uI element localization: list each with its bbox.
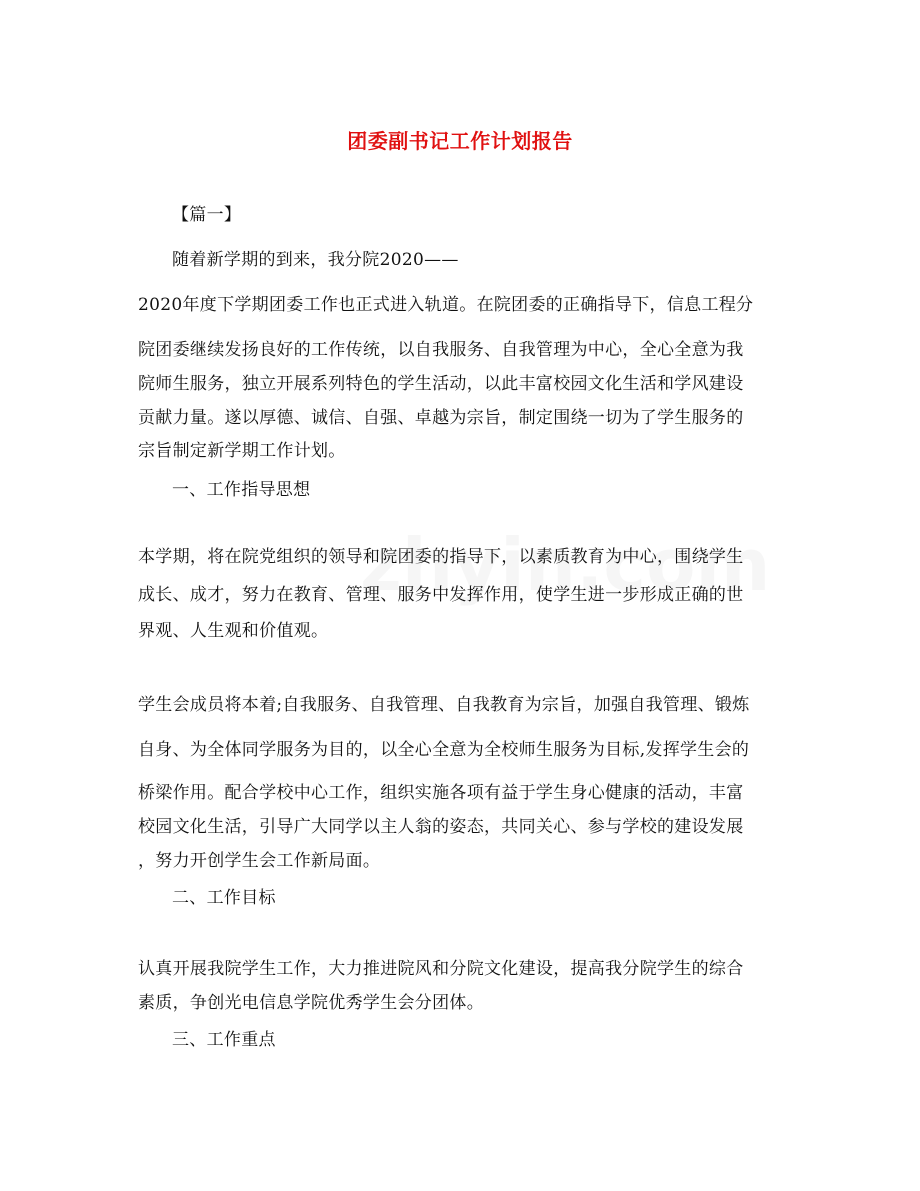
paragraph-line: 学生会成员将本着;自我服务、自我管理、自我教育为宗旨，加强自我管理、锻炼 [138,695,750,715]
paragraph-line: 素质，争创光电信息学院优秀学生会分团体。 [138,993,484,1013]
document-title: 团委副书记工作计划报告 [347,129,573,153]
paragraph-line: 自身、为全体同学服务为目的，以全心全意为全校师生服务为目标,发挥学生会的 [138,740,750,760]
paragraph-line: 桥梁作用。配合学校中心工作，组织实施各项有益于学生身心健康的活动，丰富 [138,783,744,803]
paragraph-line: 成长、成才，努力在教育、管理、服务中发挥作用，使学生进一步形成正确的世 [138,585,744,605]
paragraph-line: 院团委继续发扬良好的工作传统，以自我服务、自我管理为中心，全心全意为我 [138,340,744,360]
section-heading: 一、工作指导思想 [172,480,311,500]
paragraph-line: 校园文化生活，引导广大同学以主人翁的姿态，共同关心、参与学校的建设发展 [138,817,744,837]
paragraph-line: 界观、人生观和价值观。 [138,621,329,641]
paragraph-line: 贡献力量。遂以厚德、诚信、自强、卓越为宗旨，制定围绕一切为了学生服务的 [138,408,744,428]
section-tag: 【篇一】 [172,205,242,225]
paragraph-line: 院师生服务，独立开展系列特色的学生活动，以此丰富校园文化生活和学风建设 [138,374,744,394]
paragraph-line: 本学期，将在院党组织的领导和院团委的指导下，以素质教育为中心，围绕学生 [138,547,744,567]
section-heading: 二、工作目标 [172,888,276,908]
paragraph-line: ，努力开创学生会工作新局面。 [138,851,381,871]
paragraph-line: 认真开展我院学生工作，大力推进院风和分院文化建设，提高我分院学生的综合 [138,959,744,979]
paragraph-line: 宗旨制定新学期工作计划。 [138,441,346,461]
paragraph-line: 随着新学期的到来，我分院2020—— [172,250,459,270]
section-heading: 三、工作重点 [172,1030,276,1050]
paragraph-line: 2020年度下学期团委工作也正式进入轨道。在院团委的正确指导下，信息工程分 [138,295,754,315]
